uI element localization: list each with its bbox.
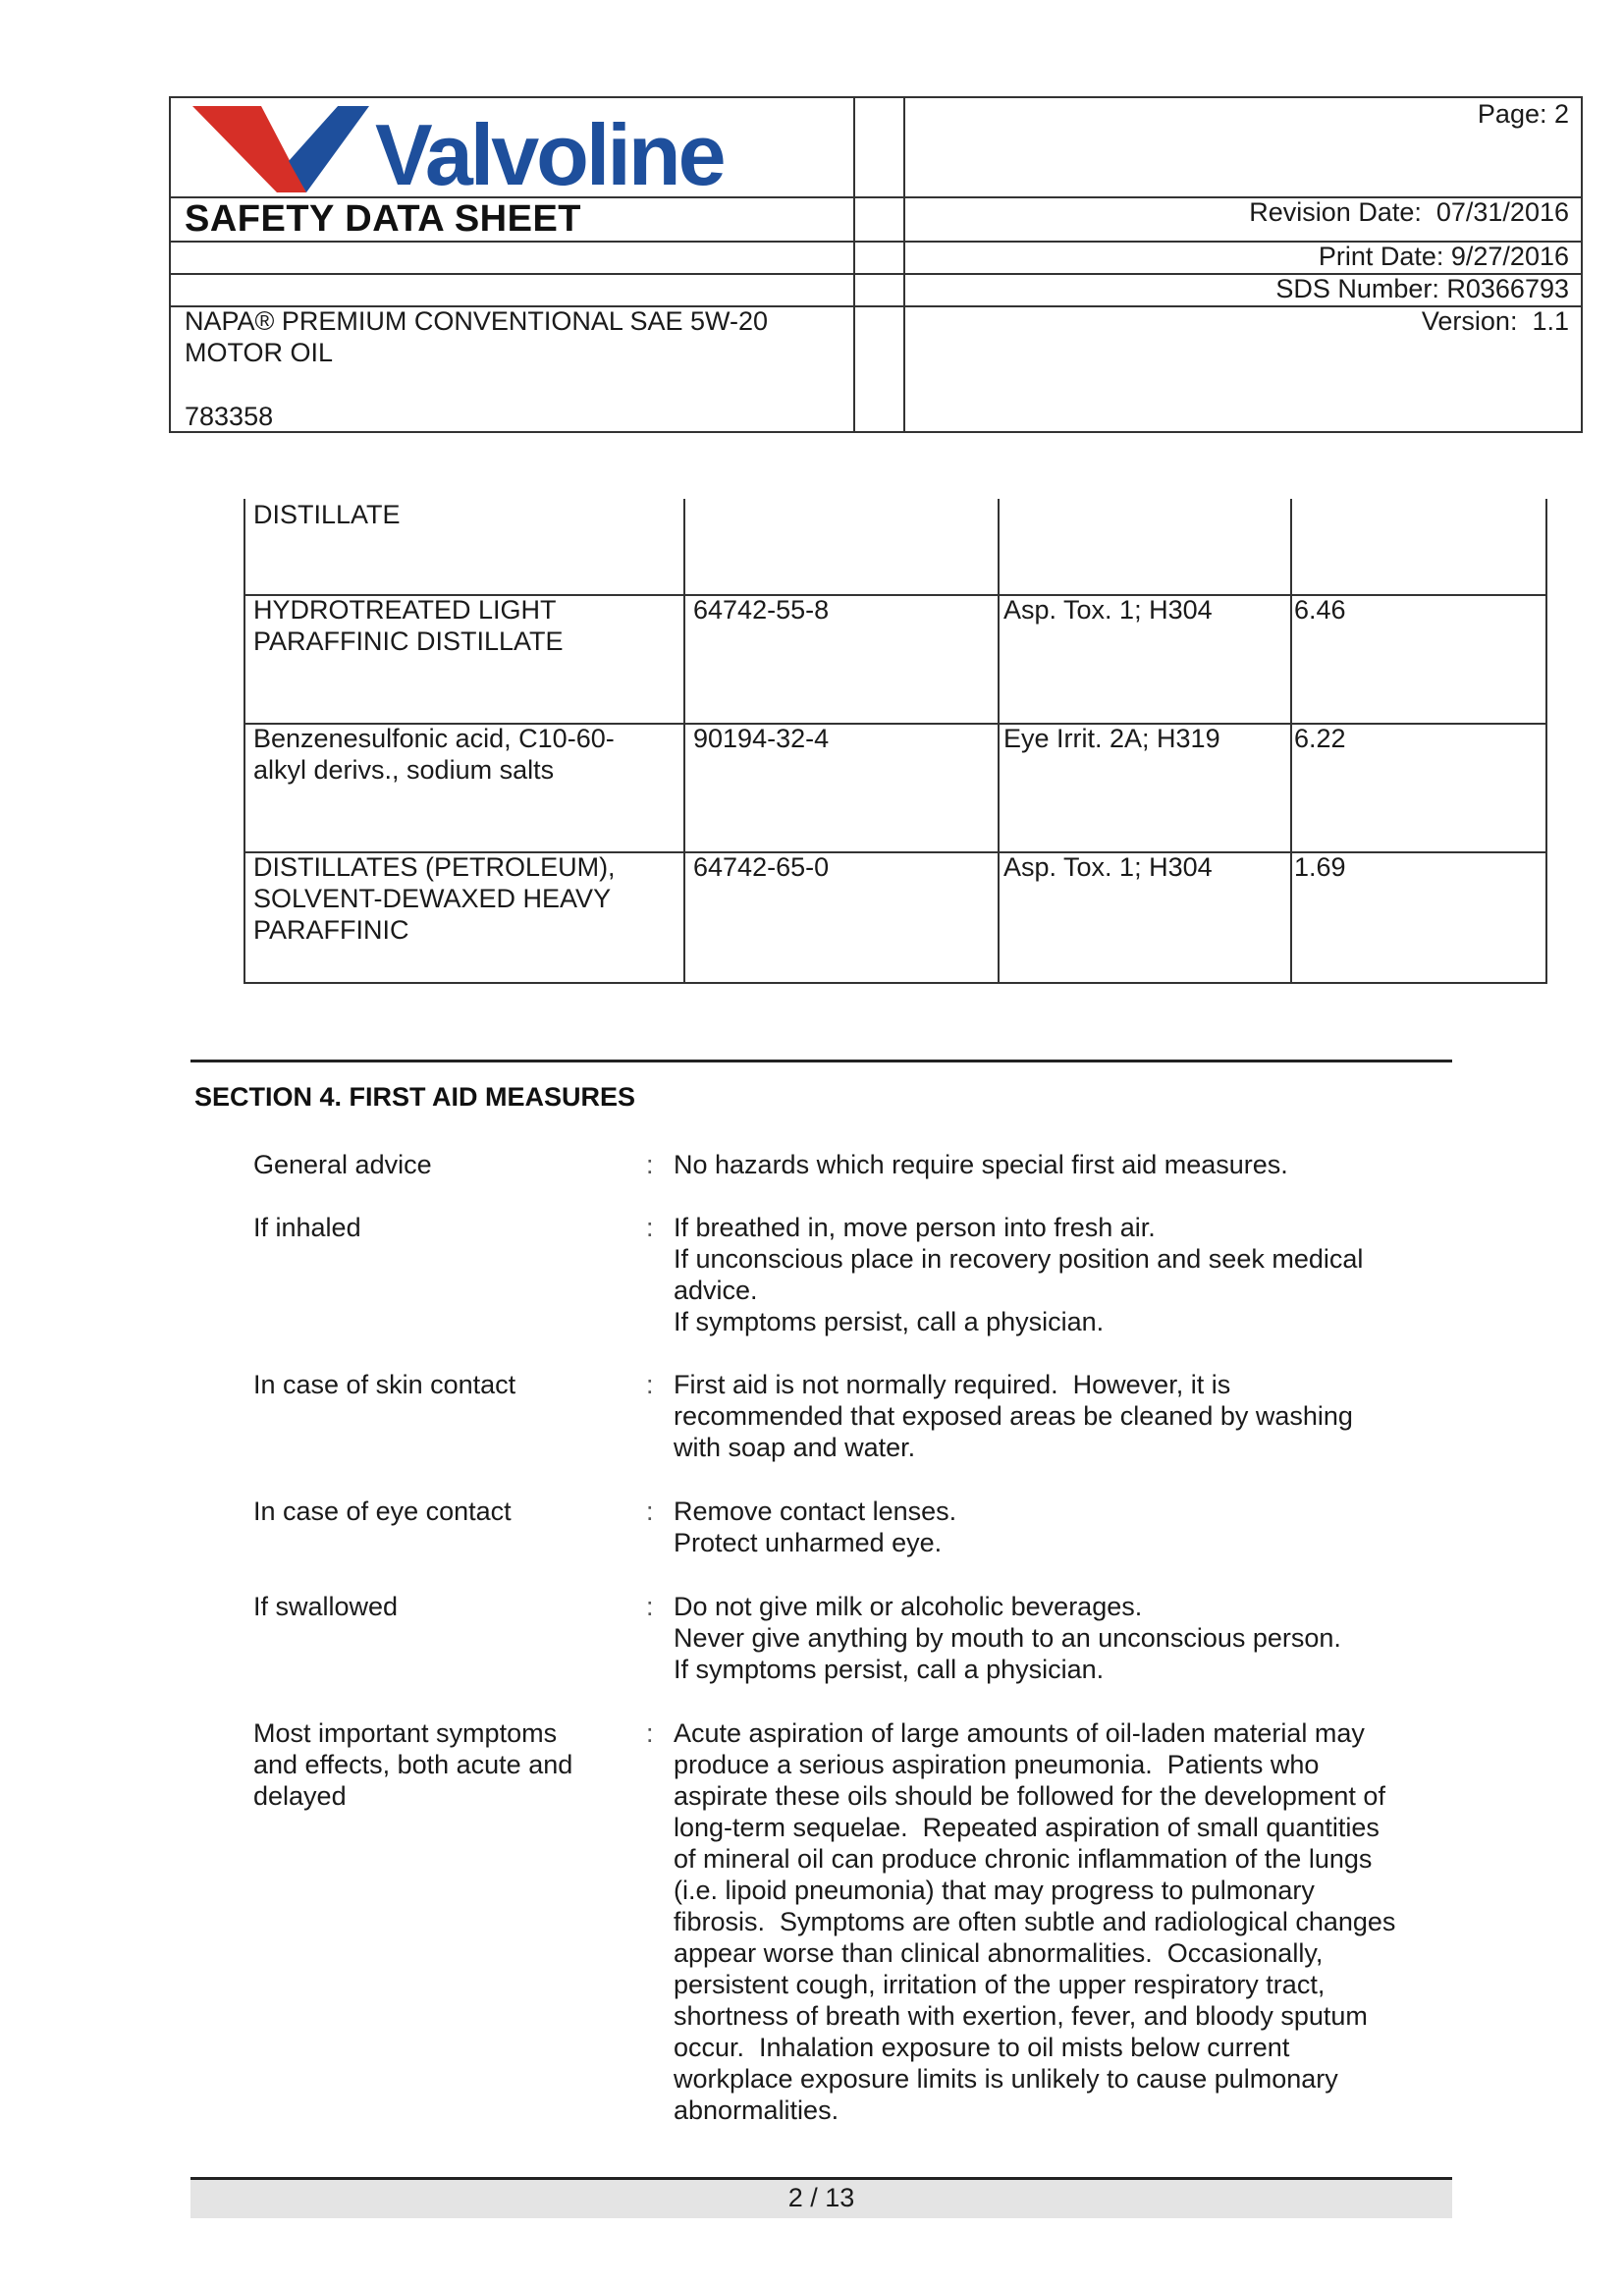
table-cell-concentration: 6.46 [1294,595,1346,625]
table-cell-classification: Asp. Tox. 1; H304 [1003,595,1213,625]
table-cell-concentration: 6.22 [1294,724,1346,753]
separator: : [646,1718,654,1748]
page-number: 2 / 13 [787,2183,855,2212]
first-aid-value: Acute aspiration of large amounts of oil-laden material may produce a serious aspiration pneumonia. Patients who aspirate these oils should be followed for the development of long-term sequelae. Repeated aspiration of small quantities of mineral oil can produce chronic inflammation of the lungs (i.e. lipoid pneumonia) that may progress to pulmonary fibrosis. Symptoms are often subtle and radiological changes appear worse than clinical abnormalities. Occasionally, persistent cough, irritation of the upper respiratory tract, shortness of breath with exertion, fever, and bloody sputum occur. Inhalation exposure to oil mists below current workplace exposure limits is unlikely to cause pulmonary abnormalities. [674,1718,1396,2125]
separator: : [646,1592,654,1621]
page-footer [190,2177,1452,2218]
table-cell-cas: 64742-65-0 [693,852,830,882]
sds-number: SDS Number: R0366793 [1275,274,1569,303]
header-column-divider [853,98,855,431]
first-aid-label: General advice [253,1150,432,1179]
first-aid-label: If inhaled [253,1213,361,1242]
first-aid-value: First aid is not normally required. However, it is recommended that exposed areas be cleaned by washing with soap and water. [674,1370,1353,1462]
first-aid-label: Most important symptoms and effects, both acute and delayed [253,1718,573,1811]
header-box [169,96,1583,433]
separator: : [646,1497,654,1526]
section-rule [190,1060,1452,1062]
table-cell-name: DISTILLATE [253,500,401,529]
valvoline-logo [190,102,819,203]
table-cell-name: DISTILLATES (PETROLEUM), SOLVENT-DEWAXED HEAVY PARAFFINIC [253,852,616,945]
table-border [244,982,1547,984]
first-aid-value: If breathed in, move person into fresh air. If unconscious place in recovery position and seek medical advice. If symptoms persist, call a physician. [674,1213,1364,1336]
print-date: Print Date: 9/27/2016 [1318,242,1569,271]
revision-date: Revision Date: 07/31/2016 [1249,197,1569,227]
table-border [1545,499,1547,984]
separator: : [646,1213,654,1242]
logo-wordmark: Valvoline [375,106,724,203]
table-cell-name: Benzenesulfonic acid, C10-60- alkyl derivs., sodium salts [253,724,615,785]
table-border [1290,499,1292,984]
table-cell-name: HYDROTREATED LIGHT PARAFFINIC DISTILLATE [253,595,564,656]
first-aid-value: Do not give milk or alcoholic beverages. Never give anything by mouth to an unconscious person. If symptoms persist, call a physician. [674,1592,1341,1684]
table-cell-classification: Asp. Tox. 1; H304 [1003,852,1213,882]
table-border [683,499,685,984]
section-heading: SECTION 4. FIRST AID MEASURES [194,1082,636,1112]
table-border [244,499,245,984]
version: Version: 1.1 [1421,306,1569,336]
first-aid-label: In case of eye contact [253,1497,512,1526]
table-cell-cas: 64742-55-8 [693,595,830,625]
separator: : [646,1150,654,1179]
first-aid-value: Remove contact lenses. Protect unharmed eye. [674,1497,957,1557]
table-border [998,499,1000,984]
separator: : [646,1370,654,1399]
header-column-divider [903,98,905,431]
first-aid-label: If swallowed [253,1592,399,1621]
table-cell-classification: Eye Irrit. 2A; H319 [1003,724,1220,753]
first-aid-value: No hazards which require special first aid measures. [674,1150,1288,1179]
document-title: SAFETY DATA SHEET [185,198,582,240]
first-aid-label: In case of skin contact [253,1370,516,1399]
table-cell-cas: 90194-32-4 [693,724,830,753]
table-cell-concentration: 1.69 [1294,852,1346,882]
product-code: 783358 [185,402,274,431]
product-name: NAPA® PREMIUM CONVENTIONAL SAE 5W-20 MOTOR OIL [185,306,769,367]
page-label: Page: 2 [1477,99,1569,129]
composition-table [244,499,1547,984]
